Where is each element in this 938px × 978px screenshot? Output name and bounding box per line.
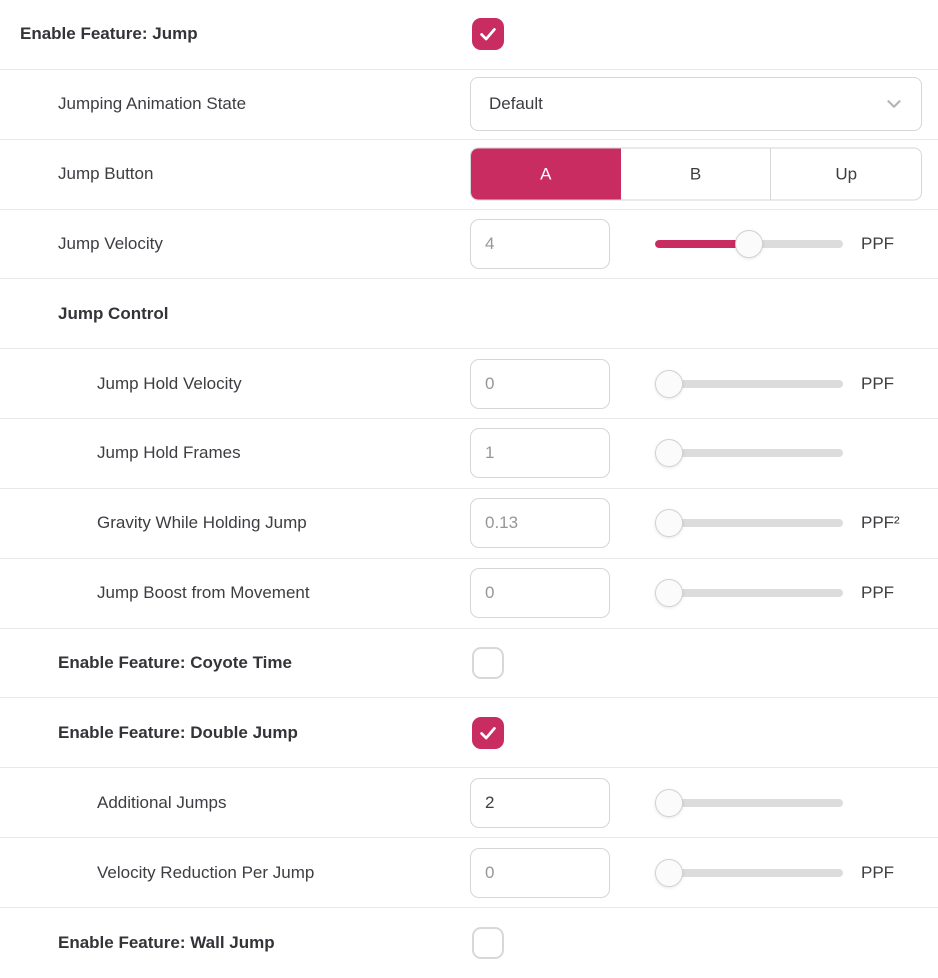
row-additional-jumps: [0, 768, 938, 838]
slider-thumb[interactable]: [735, 230, 763, 258]
row-enable-feature-wall-jump: [0, 908, 938, 978]
setting-label: Jump Button: [58, 164, 154, 184]
velocity-reduction-input[interactable]: [470, 848, 610, 898]
jump-button-group: [470, 148, 922, 201]
row-velocity-reduction-per-jump: [0, 838, 938, 908]
slider-thumb[interactable]: [655, 579, 683, 607]
wall-jump-checkbox[interactable]: [472, 927, 504, 959]
row-jump-button: [0, 140, 938, 210]
jump-button-option-a[interactable]: A: [471, 149, 621, 200]
jump-boost-input[interactable]: [470, 568, 610, 618]
slider-thumb[interactable]: [655, 789, 683, 817]
unit-label: PPF: [861, 233, 895, 253]
row-enable-feature-double-jump: [0, 698, 938, 768]
unit-label: PPF: [861, 862, 895, 882]
animation-state-select[interactable]: [470, 77, 922, 131]
unit-label: PPF²: [861, 513, 900, 533]
jump-hold-velocity-input[interactable]: [470, 359, 610, 409]
additional-jumps-input[interactable]: [470, 778, 610, 828]
setting-label: Enable Feature: Double Jump: [58, 722, 298, 742]
row-enable-feature-jump: [0, 0, 938, 70]
row-gravity-while-holding-jump: [0, 489, 938, 559]
setting-label: Enable Feature: Jump: [20, 24, 198, 44]
jump-button-option-up[interactable]: Up: [770, 149, 921, 200]
jump-button-option-b[interactable]: B: [689, 164, 702, 184]
slider-track: [655, 589, 843, 597]
row-jump-hold-frames: [0, 419, 938, 489]
setting-label: Gravity While Holding Jump: [97, 513, 307, 533]
setting-label: Additional Jumps: [97, 792, 227, 812]
setting-label: Enable Feature: Wall Jump: [58, 932, 275, 952]
slider-track: [655, 519, 843, 527]
coyote-time-checkbox[interactable]: [472, 647, 504, 679]
gravity-while-holding-input[interactable]: [470, 498, 610, 548]
slider-track: [655, 869, 843, 877]
slider-thumb[interactable]: [655, 370, 683, 398]
setting-label: Jump Velocity: [58, 233, 163, 253]
gravity-while-holding-slider[interactable]: [655, 509, 843, 537]
slider-thumb[interactable]: [655, 859, 683, 887]
jump-boost-slider[interactable]: [655, 579, 843, 607]
unit-label: PPF: [861, 583, 895, 603]
velocity-reduction-slider[interactable]: [655, 859, 843, 887]
row-jump-velocity: [0, 210, 938, 280]
chevron-down-icon: [883, 93, 905, 115]
jump-enabled-checkbox[interactable]: [472, 18, 504, 50]
jump-hold-velocity-slider[interactable]: [655, 370, 843, 398]
select-value: Default: [489, 94, 543, 114]
jump-hold-frames-slider[interactable]: [655, 439, 843, 467]
slider-track: [655, 380, 843, 388]
setting-label: Jump Hold Frames: [97, 443, 241, 463]
section-header: Jump Control: [58, 303, 169, 323]
setting-label: Jump Hold Velocity: [97, 373, 242, 393]
row-jump-boost-from-movement: [0, 559, 938, 629]
jump-velocity-input[interactable]: [470, 219, 610, 269]
setting-label: Velocity Reduction Per Jump: [97, 862, 315, 882]
row-jump-control: [0, 279, 938, 349]
row-jumping-animation-state: [0, 70, 938, 140]
jump-hold-frames-input[interactable]: [470, 428, 610, 478]
row-jump-hold-velocity: [0, 349, 938, 419]
slider-track: [655, 799, 843, 807]
row-enable-feature-coyote-time: [0, 629, 938, 699]
setting-label: Enable Feature: Coyote Time: [58, 653, 292, 673]
additional-jumps-slider[interactable]: [655, 789, 843, 817]
checkmark-icon: [477, 722, 499, 744]
checkmark-icon: [477, 23, 499, 45]
setting-label: Jump Boost from Movement: [97, 583, 310, 603]
double-jump-checkbox[interactable]: [472, 717, 504, 749]
jump-velocity-slider[interactable]: [655, 230, 843, 258]
slider-track: [655, 449, 843, 457]
unit-label: PPF: [861, 373, 895, 393]
setting-label: Jumping Animation State: [58, 94, 247, 114]
slider-thumb[interactable]: [655, 509, 683, 537]
slider-thumb[interactable]: [655, 439, 683, 467]
